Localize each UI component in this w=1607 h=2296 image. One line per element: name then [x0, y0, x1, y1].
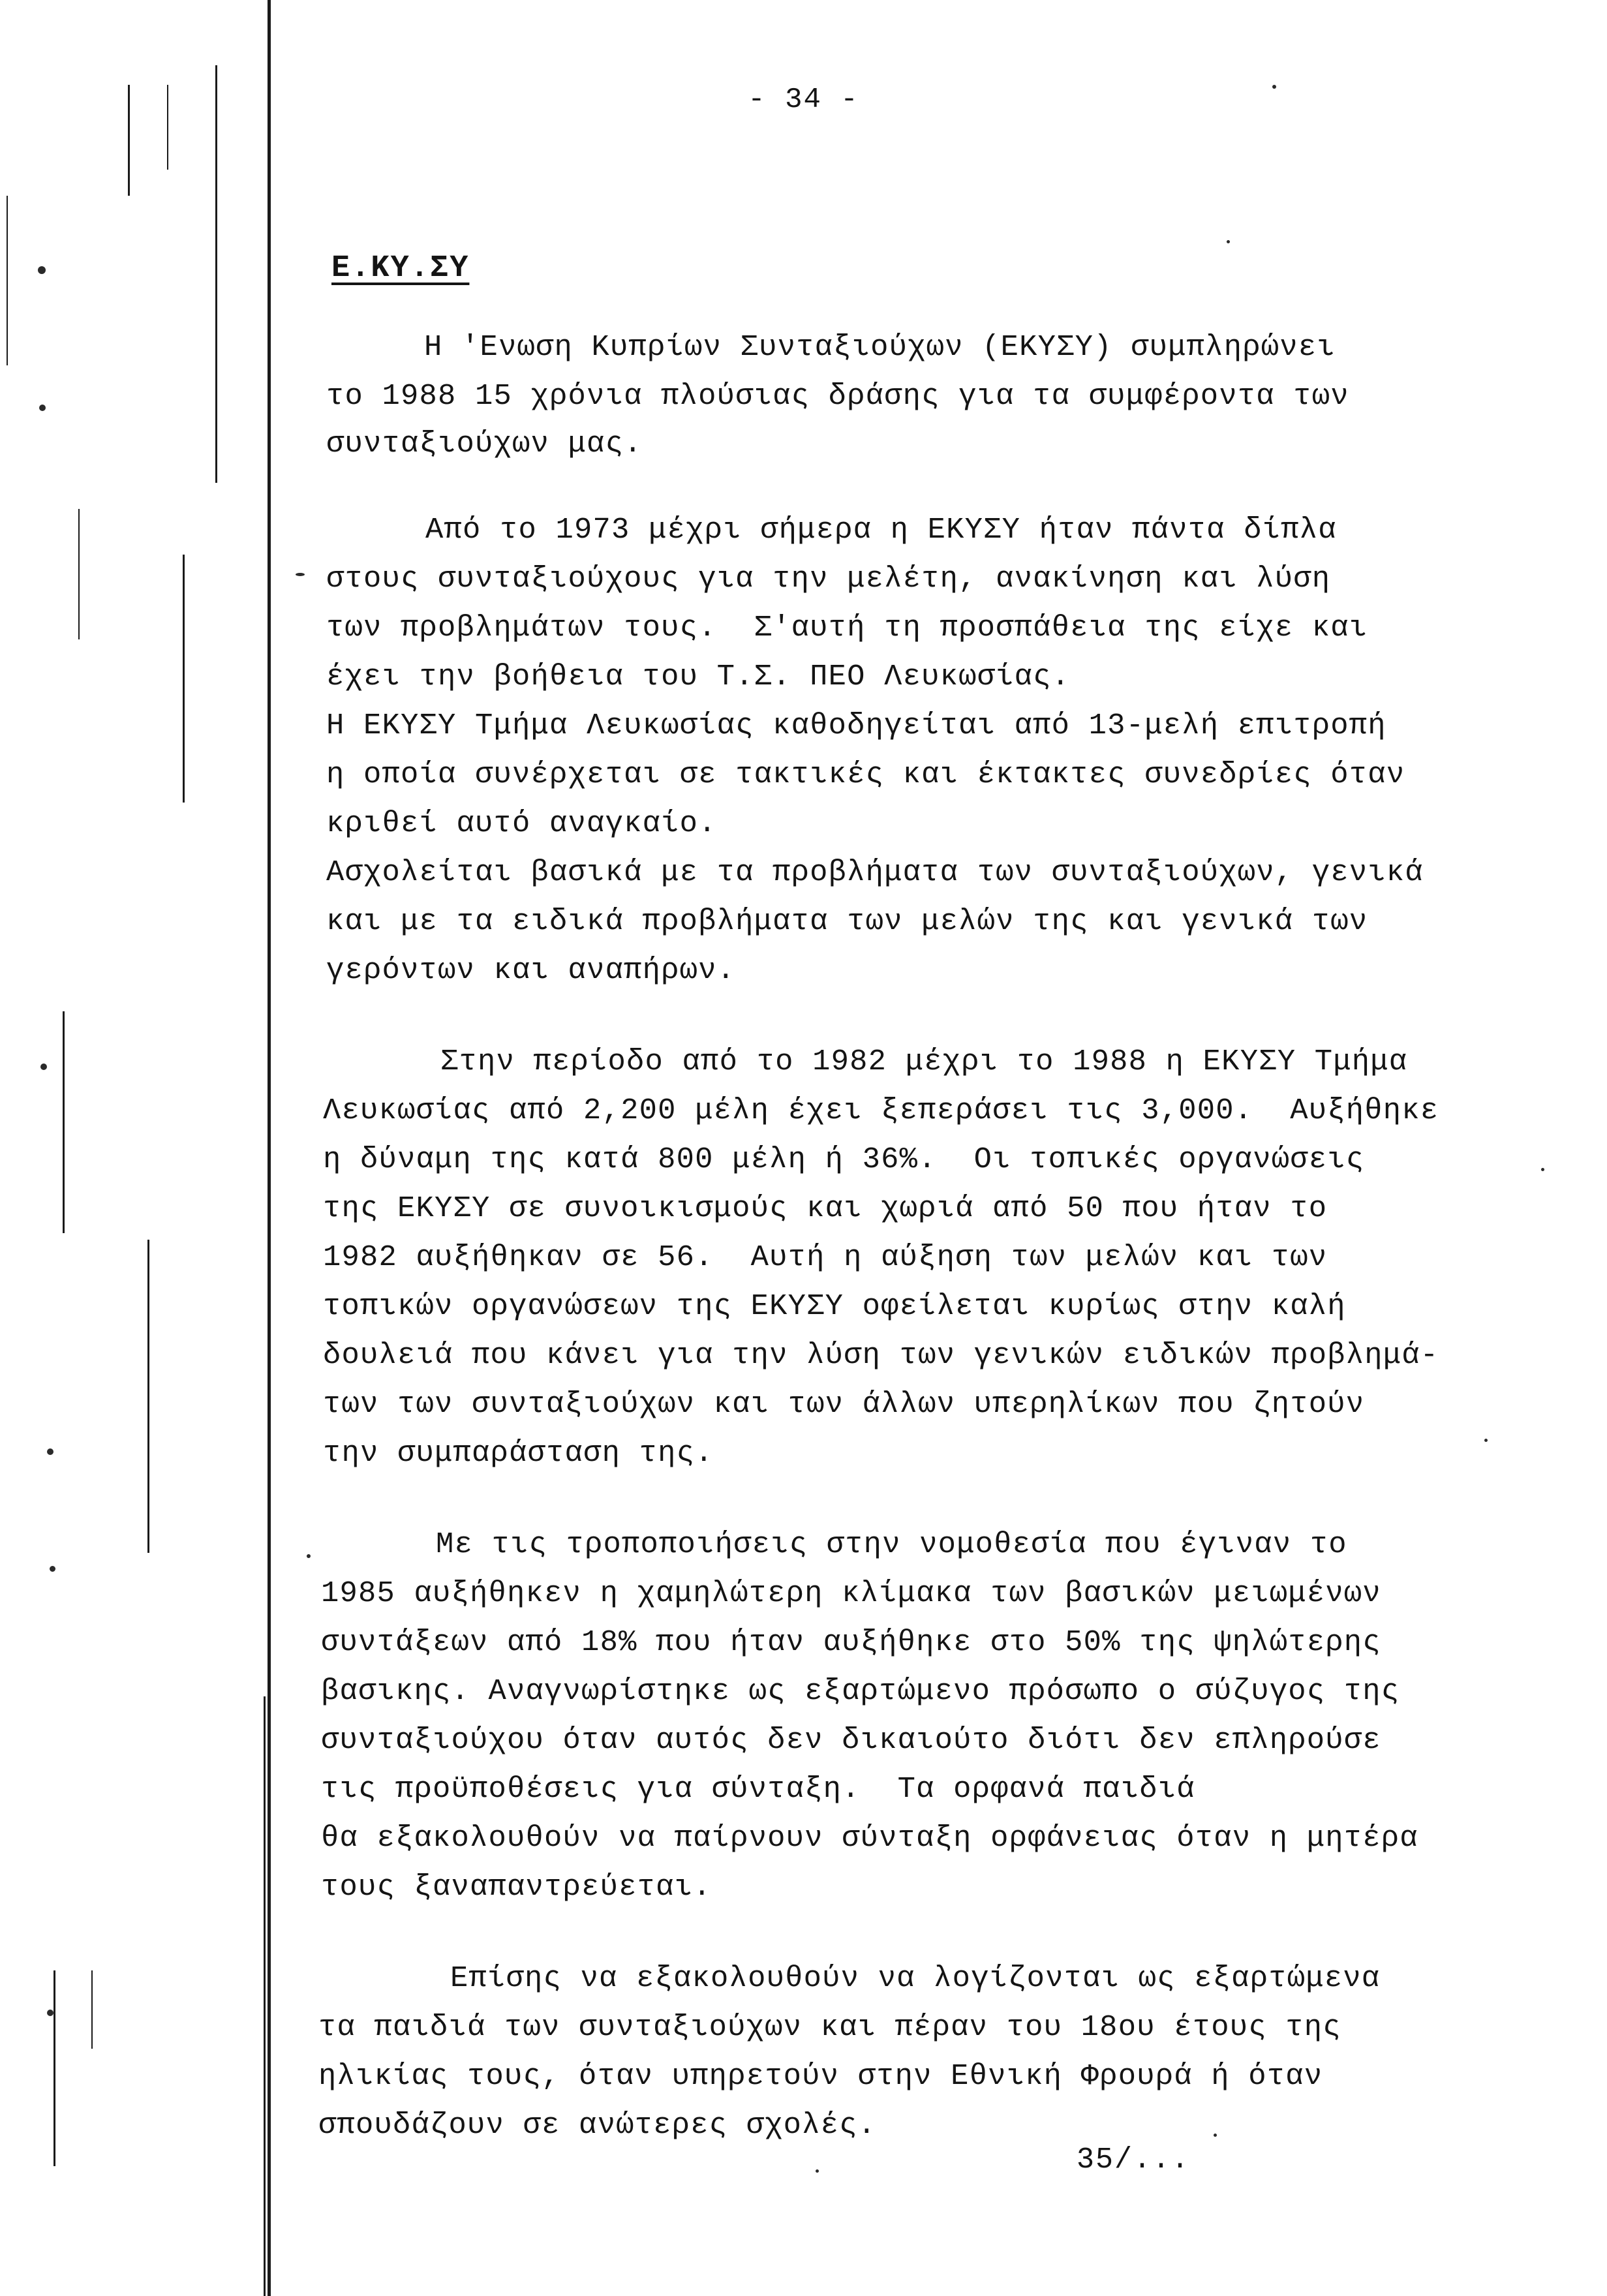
speck — [47, 1448, 54, 1455]
text-line: η δύναμη της κατά 800 μέλη ή 36%. Οι τοπικές οργανώσεις — [323, 1142, 1365, 1176]
text-line: τις προϋποθέσεις για σύνταξη. Τα ορφανά παιδιά — [321, 1772, 1195, 1806]
speck — [40, 1064, 47, 1070]
text-line: τοπικών οργανώσεων της ΕΚΥΣΥ οφείλεται κυρίως στην καλή — [323, 1289, 1346, 1323]
binding-edge-rule — [54, 1970, 55, 2166]
text-line: των προβλημάτων τους. Σ'αυτή τη προσπάθεια της είχε και — [326, 611, 1368, 645]
text-line: έχει την βοήθεια του Τ.Σ. ΠΕΟ Λευκωσίας. — [326, 660, 1071, 694]
binding-edge-rule — [264, 1696, 266, 2296]
text-line: τους ξαναπαντρεύεται. — [321, 1870, 712, 1904]
continuation-marker: 35/... — [1077, 2143, 1191, 2177]
speck — [307, 1554, 311, 1558]
text-line: θα εξακολουθούν να παίρνουν σύνταξη ορφάνειας όταν η μητέρα — [321, 1821, 1418, 1855]
text-line: της ΕΚΥΣΥ σε συνοικισμούς και χωριά από 50 που ήταν το — [323, 1191, 1328, 1225]
text-line: το 1988 15 χρόνια πλούσιας δράσης για τα συμφέροντα των — [326, 379, 1349, 413]
binding-edge-rule — [268, 0, 271, 2296]
speck — [1214, 2134, 1217, 2137]
text-line: κριθεί αυτό αναγκαίο. — [326, 806, 717, 840]
text-line: συνταξιούχου όταν αυτός δεν δικαιούτο διότι δεν επληρούσε — [321, 1723, 1381, 1757]
text-line: βασικης. Αναγνωρίστηκε ως εξαρτώμενο πρόσωπο ο σύζυγος της — [321, 1674, 1400, 1708]
binding-edge-rule — [63, 1011, 65, 1233]
speck — [38, 266, 46, 274]
text-line: συντάξεων από 18% που ήταν αυξήθηκε στο 50% της ψηλώτερης — [321, 1625, 1381, 1659]
text-line: 1982 αυξήθηκαν σε 56. Αυτή η αύξηση των μελών και των — [323, 1240, 1328, 1274]
text-line: Με τις τροποποιήσεις στην νομοθεσία που έγιναν το — [436, 1527, 1347, 1561]
speck — [296, 573, 305, 576]
binding-edge-rule — [91, 1970, 93, 2049]
speck — [47, 2010, 54, 2016]
text-line: τα παιδιά των συνταξιούχων και πέραν του 18ου έτους της — [318, 2010, 1341, 2044]
speck — [50, 1566, 55, 1572]
text-line: ηλικίας τους, όταν υπηρετούν στην Εθνική Φρουρά ή όταν — [318, 2059, 1323, 2093]
text-line: συνταξιούχων μας. — [326, 427, 643, 461]
speck — [816, 2169, 819, 2173]
binding-edge-rule — [147, 1240, 149, 1553]
text-line: δουλειά που κάνει για την λύση των γενικών ειδικών προβλημά- — [323, 1338, 1439, 1372]
text-line: γερόντων και αναπήρων. — [326, 953, 736, 987]
text-line: σπουδάζουν σε ανώτερες σχολές. — [318, 2108, 877, 2142]
speck — [1484, 1439, 1488, 1442]
text-line: Η ΕΚΥΣΥ Τμήμα Λευκωσίας καθοδηγείται από 13-μελή επιτροπή — [326, 709, 1386, 742]
text-line: Επίσης να εξακολουθούν να λογίζονται ως εξαρτώμενα — [450, 1961, 1381, 1995]
text-line: η οποία συνέρχεται σε τακτικές και έκτακτες συνεδρίες όταν — [326, 758, 1405, 791]
speck — [39, 405, 46, 411]
text-line: Λευκωσίας από 2,200 μέλη έχει ξεπεράσει τις 3,000. Αυξήθηκε — [323, 1094, 1439, 1127]
text-line: Η 'Ενωση Κυπρίων Συνταξιούχων (ΕΚΥΣΥ) συμπληρώνει — [424, 330, 1336, 364]
binding-edge-rule — [183, 555, 185, 803]
binding-edge-rule — [78, 509, 80, 639]
binding-edge-rule — [215, 65, 217, 483]
text-line: 1985 αυξήθηκεν η χαμηλώτερη κλίμακα των βασικών μειωμένων — [321, 1576, 1381, 1610]
binding-edge-rule — [7, 196, 8, 365]
section-heading: Ε.ΚΥ.ΣΥ — [331, 251, 470, 286]
page-number: - 34 - — [748, 84, 859, 116]
text-line: Από το 1973 μέχρι σήμερα η ΕΚΥΣΥ ήταν πάντα δίπλα — [425, 513, 1337, 547]
text-line: και με τα ειδικά προβλήματα των μελών της και γενικά των — [326, 904, 1368, 938]
speck — [1541, 1168, 1544, 1171]
text-line: την συμπαράσταση της. — [323, 1436, 714, 1470]
text-line: Ασχολείται βασικά με τα προβλήματα των συνταξιούχων, γενικά — [326, 855, 1424, 889]
speck — [1227, 240, 1230, 243]
text-line: των των συνταξιούχων και των άλλων υπερηλίκων που ζητούν — [323, 1387, 1365, 1421]
text-line: στους συνταξιούχους για την μελέτη, ανακίνηση και λύση — [326, 562, 1331, 596]
text-line: Στην περίοδο από το 1982 μέχρι το 1988 η ΕΚΥΣΥ Τμήμα — [440, 1045, 1408, 1079]
